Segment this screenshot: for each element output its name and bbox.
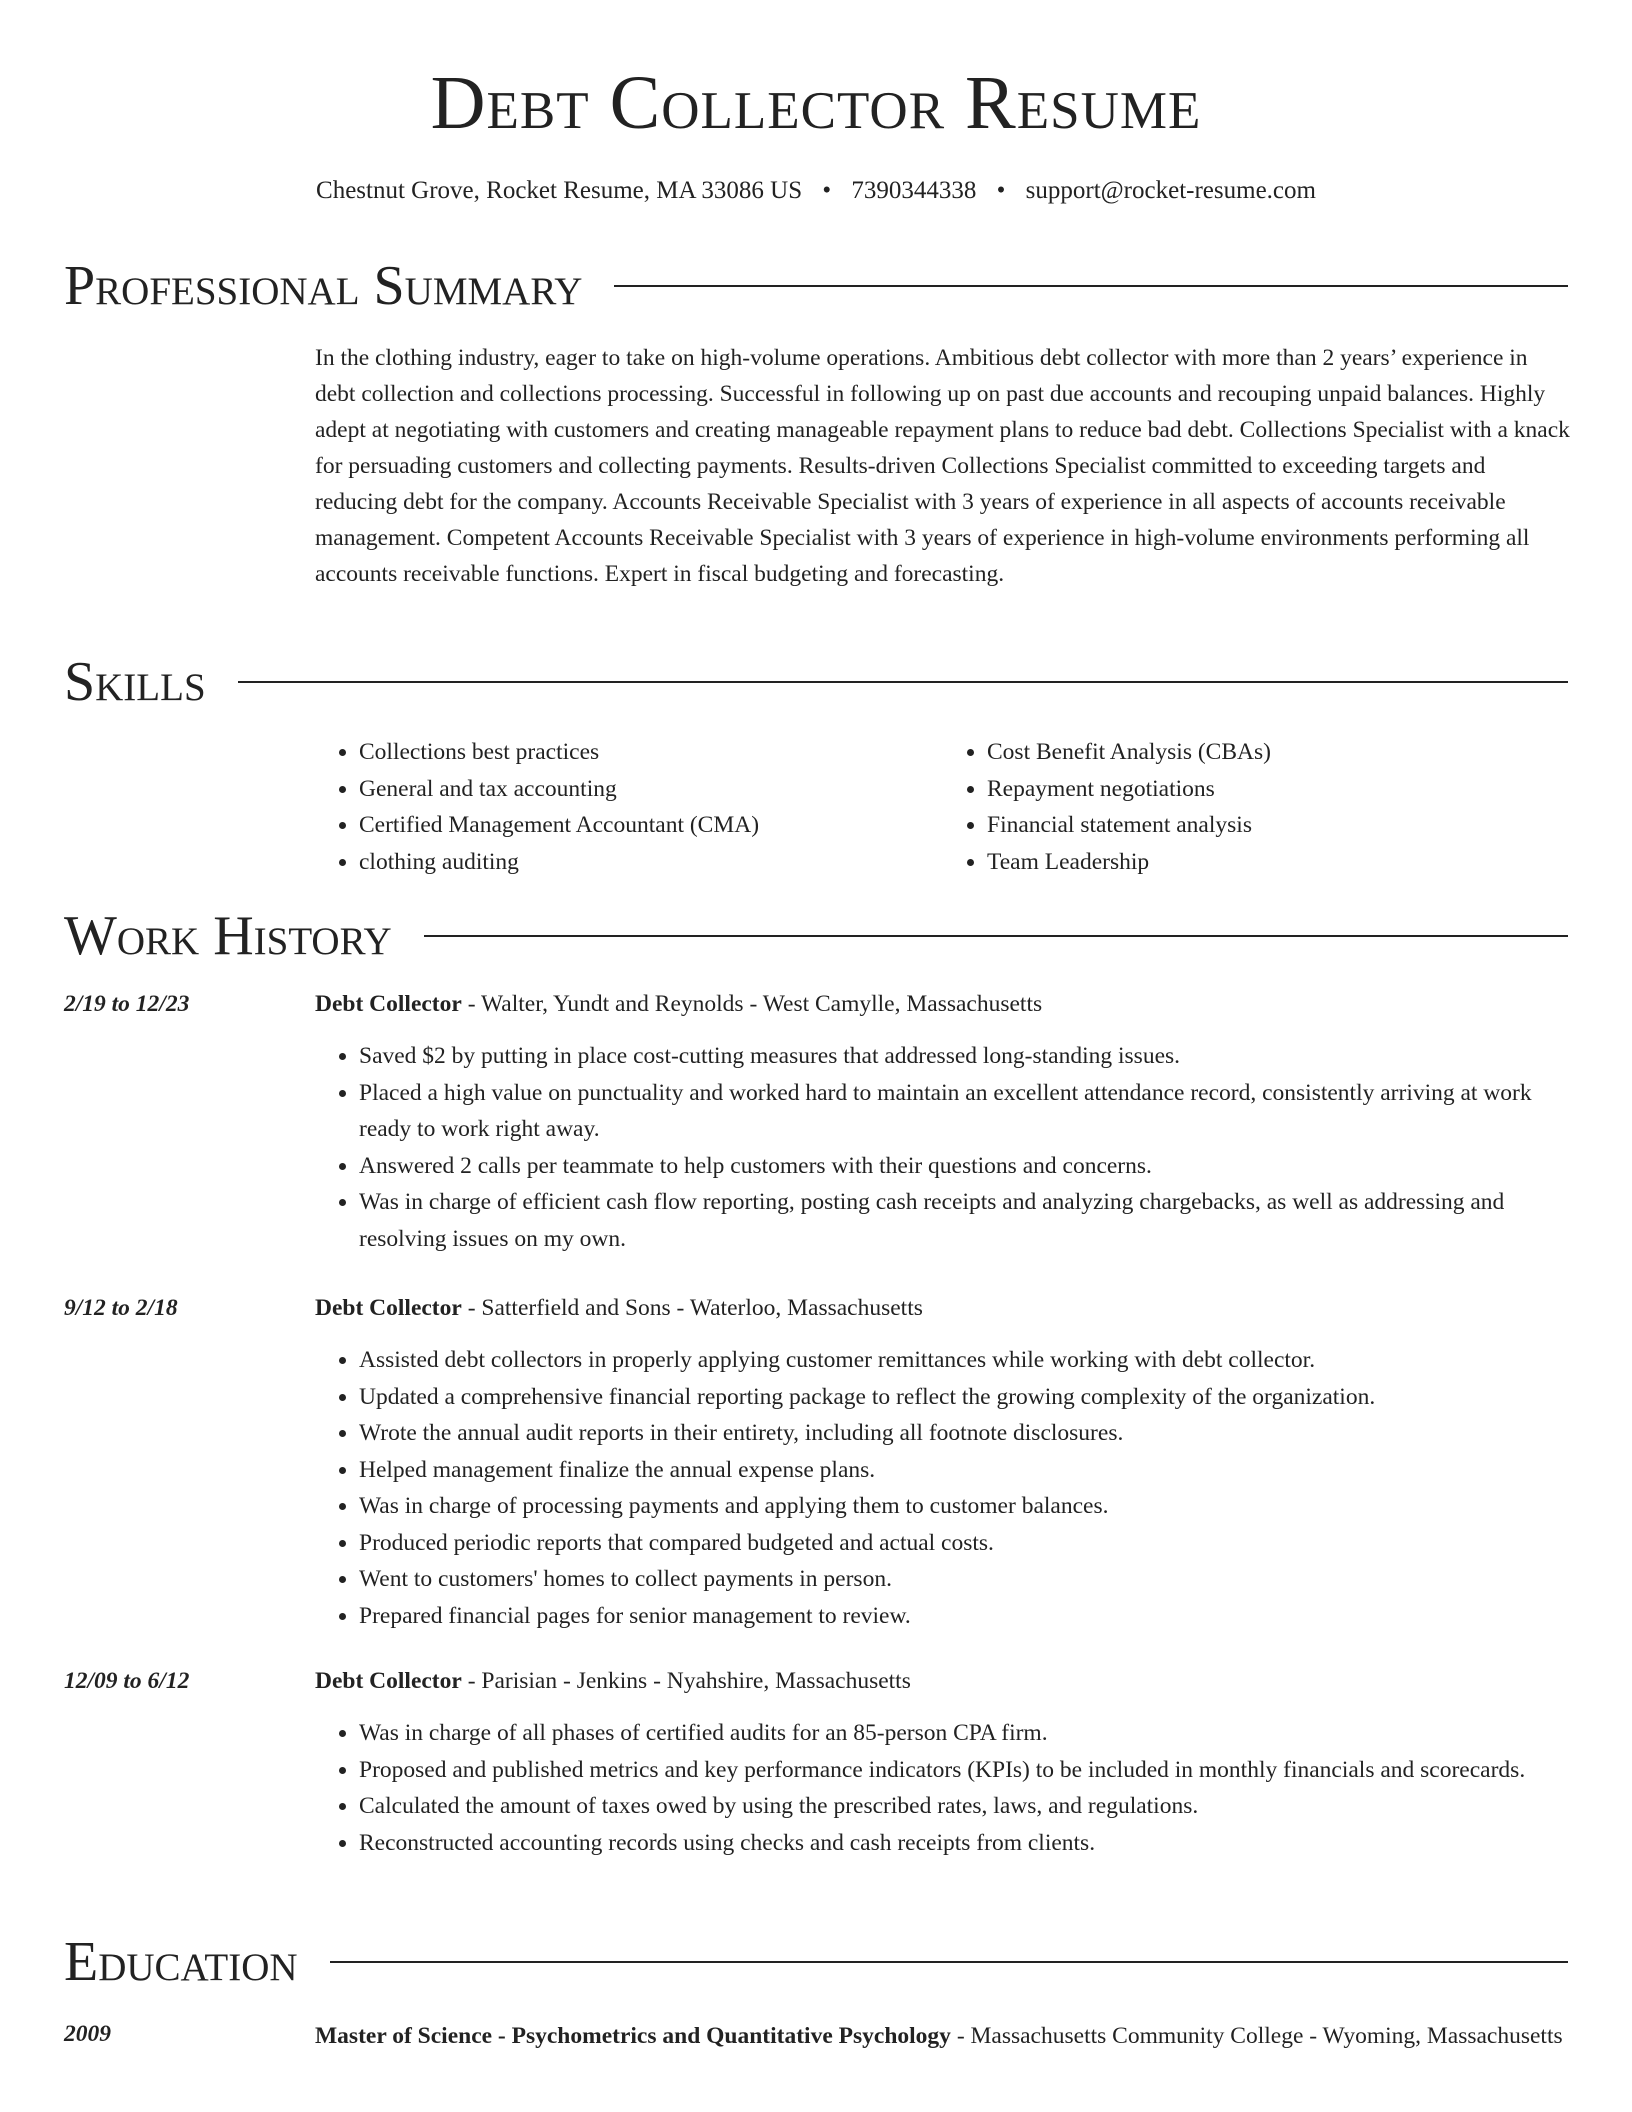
- section-skills-header: [64, 650, 1568, 714]
- section-heading: Skills: [64, 651, 206, 713]
- address: Chestnut Grove, Rocket Resume, MA 33086 US: [316, 177, 803, 204]
- degree: Master of Science - Psychometrics and Quantitative Psychology: [315, 2023, 951, 2049]
- job-bullets: [315, 1038, 1568, 1257]
- job-bullet: • Produced periodic reports that compared budgeted and actual costs.: [359, 1525, 1568, 1562]
- job-bullet: • Assisted debt collectors in properly applying customer remittances while working with debt collector.: [359, 1342, 1568, 1379]
- skills-column-right: [943, 734, 1571, 880]
- skill-item: • Team Leadership: [987, 844, 1571, 881]
- email: support@rocket-resume.com: [1025, 177, 1316, 204]
- divider: [424, 935, 1568, 937]
- skill-item: • Collections best practices: [359, 734, 943, 771]
- job-details: - Walter, Yundt and Reynolds - West Camylle, Massachusetts: [461, 991, 1043, 1017]
- skill-item: • General and tax accounting: [359, 771, 943, 808]
- section-heading: Professional Summary: [64, 255, 583, 317]
- job-bullet: • Prepared financial pages for senior management to review.: [359, 1598, 1568, 1635]
- job-heading: [315, 1290, 1565, 1326]
- section-heading: Work History: [64, 905, 392, 967]
- job-bullet: • Went to customers' homes to collect payments in person.: [359, 1561, 1568, 1598]
- job-dates: 12/09 to 6/12: [64, 1668, 190, 1694]
- job-bullet: • Was in charge of all phases of certified audits for an 85-person CPA firm.: [359, 1715, 1568, 1752]
- skills-list: [315, 734, 1571, 880]
- contact-line: [0, 174, 1632, 208]
- job-bullet: • Helped management finalize the annual expense plans.: [359, 1452, 1568, 1489]
- job-bullet: • Updated a comprehensive financial reporting package to reflect the growing complexity of the organization.: [359, 1379, 1568, 1416]
- section-work-header: [64, 904, 1568, 968]
- education-heading: [315, 2016, 1565, 2056]
- separator-dot: •: [996, 177, 1006, 204]
- job-bullets: [315, 1715, 1568, 1861]
- summary-text: In the clothing industry, eager to take on high-volume operations. Ambitious debt collector with more than 2 years’ experience in debt collection and collections processing. Successful in following up on past due accounts and recouping unpaid balances. Highly adept at negotiating with customers and creating manageable repayment plans to reduce bad debt. Collections Specialist with a knack for persuading customers and collecting payments. Results-driven Collections Specialist committed to exceeding targets and reducing debt for the company. Accounts Receivable Specialist with 3 years of experience in all aspects of accounts receivable management. Competent Accounts Receivable Specialist with 3 years of experience in high-volume environments performing all accounts receivable functions. Expert in fiscal budgeting and forecasting.: [315, 345, 1570, 587]
- job-bullets: [315, 1342, 1568, 1634]
- job-bullet: • Was in charge of efficient cash flow reporting, posting cash receipts and analyzing chargebacks, as well as addressing and resolving issues on my own.: [359, 1184, 1568, 1257]
- job-bullet: • Answered 2 calls per teammate to help customers with their questions and concerns.: [359, 1148, 1568, 1185]
- section-education-header: [64, 1930, 1568, 1994]
- education-details: - Massachusetts Community College - Wyoming, Massachusetts: [950, 2023, 1563, 2049]
- skills-column-left: [315, 734, 943, 880]
- job-bullet: • Was in charge of processing payments and applying them to customer balances.: [359, 1488, 1568, 1525]
- phone: 7390344338: [851, 177, 977, 204]
- skill-item: • Cost Benefit Analysis (CBAs): [987, 734, 1571, 771]
- job-title: Debt Collector: [315, 1295, 462, 1321]
- skill-item: • Certified Management Accountant (CMA): [359, 807, 943, 844]
- section-heading: Education: [64, 1931, 298, 1993]
- job-bullet: • Calculated the amount of taxes owed by using the prescribed rates, laws, and regulations.: [359, 1788, 1568, 1825]
- job-bullet: • Reconstructed accounting records using checks and cash receipts from clients.: [359, 1825, 1568, 1862]
- job-dates: 2/19 to 12/23: [64, 991, 190, 1017]
- job-details: - Parisian - Jenkins - Nyahshire, Massachusetts: [461, 1668, 911, 1694]
- divider: [614, 285, 1568, 287]
- skill-item: • clothing auditing: [359, 844, 943, 881]
- section-summary-header: [64, 254, 1568, 318]
- job-bullet: • Saved $2 by putting in place cost-cutting measures that addressed long-standing issues.: [359, 1038, 1568, 1075]
- job-bullet: • Wrote the annual audit reports in their entirety, including all footnote disclosures.: [359, 1415, 1568, 1452]
- resume-title: Debt Collector Resume: [430, 61, 1202, 145]
- education-year: 2009: [64, 2021, 111, 2047]
- divider: [330, 1961, 1568, 1963]
- job-dates: 9/12 to 2/18: [64, 1295, 178, 1321]
- job-bullet: • Placed a high value on punctuality and worked hard to maintain an excellent attendance record, consistently arriving at work ready to work right away.: [359, 1075, 1568, 1148]
- skill-item: • Financial statement analysis: [987, 807, 1571, 844]
- job-details: - Satterfield and Sons - Waterloo, Massachusetts: [461, 1295, 923, 1321]
- job-heading: [315, 1663, 1565, 1699]
- skill-item: • Repayment negotiations: [987, 771, 1571, 808]
- job-bullet: • Proposed and published metrics and key performance indicators (KPIs) to be included in monthly financials and scorecards.: [359, 1752, 1568, 1789]
- job-title: Debt Collector: [315, 1668, 462, 1694]
- job-title: Debt Collector: [315, 991, 462, 1017]
- separator-dot: •: [822, 177, 832, 204]
- divider: [238, 681, 1568, 683]
- job-heading: [315, 986, 1565, 1022]
